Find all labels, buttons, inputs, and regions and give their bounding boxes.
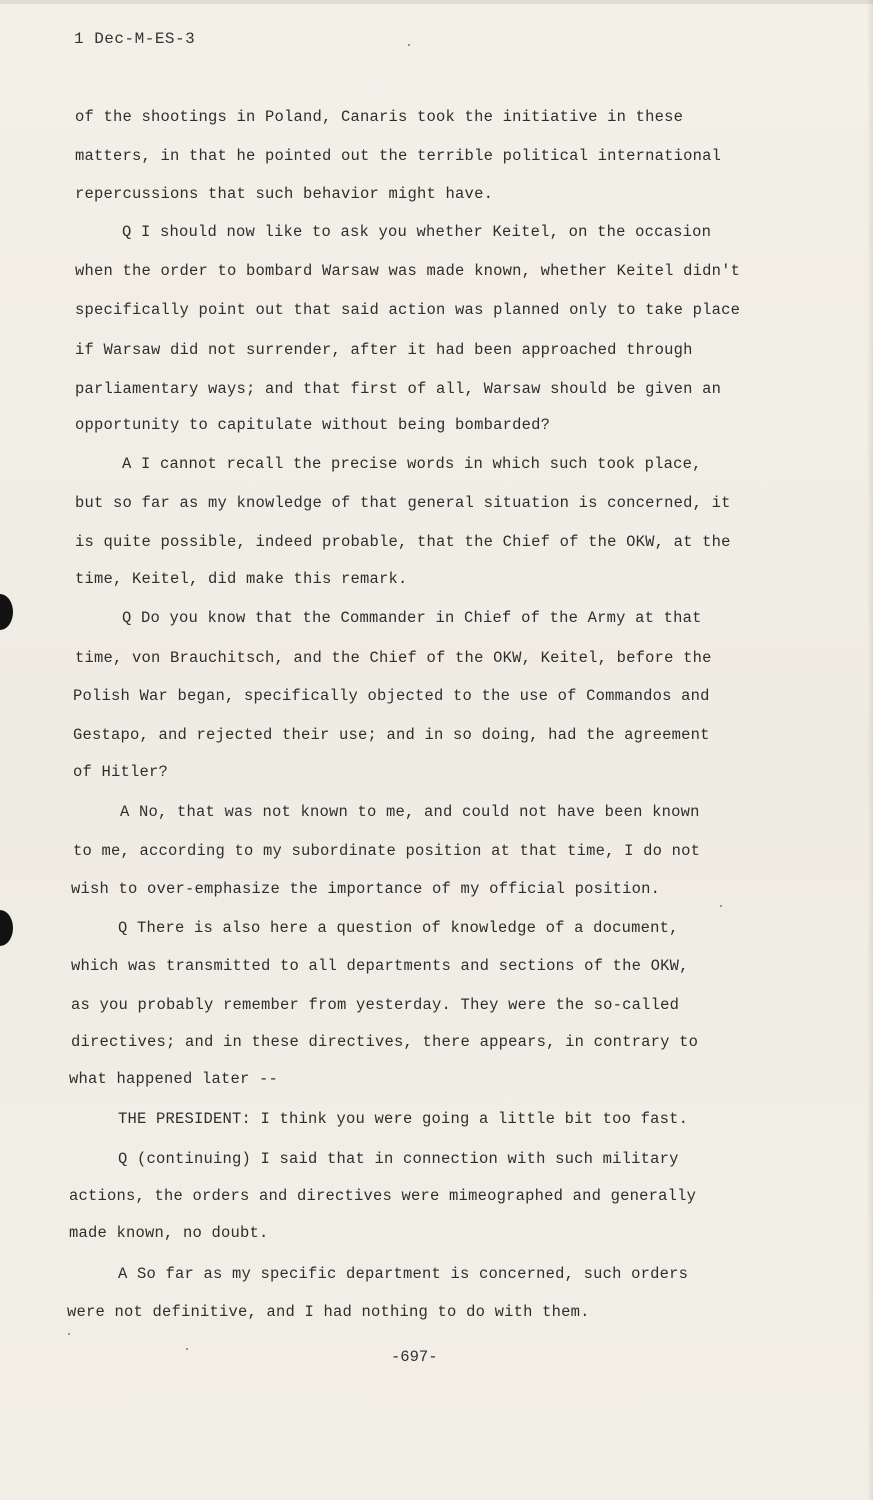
paper-speck — [720, 905, 722, 907]
text-line: Q There is also here a question of knowledge of a document, — [118, 919, 679, 937]
text-line: A I cannot recall the precise words in which such took place, — [122, 455, 702, 473]
text-line: is quite possible, indeed probable, that the Chief of the OKW, at the — [75, 533, 731, 551]
paper-speck — [408, 44, 410, 46]
text-line: A No, that was not known to me, and could not have been known — [120, 803, 700, 821]
text-line: directives; and in these directives, there appears, in contrary to — [71, 1033, 699, 1051]
text-line: of the shootings in Poland, Canaris took the initiative in these — [75, 108, 684, 126]
text-line: Q Do you know that the Commander in Chief of the Army at that — [122, 609, 702, 627]
text-line: time, Keitel, did make this remark. — [75, 570, 408, 588]
paper-speck — [68, 1333, 70, 1335]
paper-speck — [186, 1348, 188, 1350]
text-line: Polish War began, specifically objected to the use of Commandos and — [73, 687, 710, 705]
text-line: repercussions that such behavior might have. — [75, 185, 494, 203]
text-line: A So far as my specific department is concerned, such orders — [118, 1265, 689, 1283]
text-line: of Hitler? — [73, 763, 169, 781]
page-number: -697- — [391, 1348, 438, 1366]
text-line: opportunity to capitulate without being bombarded? — [75, 416, 551, 434]
text-line: what happened later -- — [69, 1070, 279, 1088]
text-line: made known, no doubt. — [69, 1224, 269, 1242]
text-line: were not definitive, and I had nothing to do with them. — [67, 1303, 590, 1321]
text-line: specifically point out that said action was planned only to take place — [75, 301, 741, 319]
punch-hole — [0, 594, 13, 630]
punch-hole — [0, 910, 13, 946]
text-line: matters, in that he pointed out the terrible political international — [75, 147, 722, 165]
text-line: as you probably remember from yesterday. They were the so-called — [71, 996, 680, 1014]
document-header: 1 Dec-M-ES-3 — [74, 30, 196, 48]
text-line: to me, according to my subordinate position at that time, I do not — [73, 842, 701, 860]
text-line: time, von Brauchitsch, and the Chief of the OKW, Keitel, before the — [75, 649, 712, 667]
page-right-edge — [867, 0, 873, 1500]
text-line: Q (continuing) I said that in connection with such military — [118, 1150, 679, 1168]
text-line: wish to over-emphasize the importance of my official position. — [71, 880, 661, 898]
text-line: parliamentary ways; and that first of all, Warsaw should be given an — [75, 380, 722, 398]
text-line: Q I should now like to ask you whether Keitel, on the occasion — [122, 223, 712, 241]
text-line: but so far as my knowledge of that general situation is concerned, it — [75, 494, 731, 512]
text-line: which was transmitted to all departments and sections of the OKW, — [71, 957, 689, 975]
text-line: if Warsaw did not surrender, after it had been approached through — [75, 341, 693, 359]
text-line: actions, the orders and directives were mimeographed and generally — [69, 1187, 697, 1205]
text-line: when the order to bombard Warsaw was made known, whether Keitel didn't — [75, 262, 741, 280]
text-line: THE PRESIDENT: I think you were going a little bit too fast. — [118, 1110, 689, 1128]
text-line: Gestapo, and rejected their use; and in so doing, had the agreement — [73, 726, 710, 744]
page-top-edge — [0, 0, 873, 4]
